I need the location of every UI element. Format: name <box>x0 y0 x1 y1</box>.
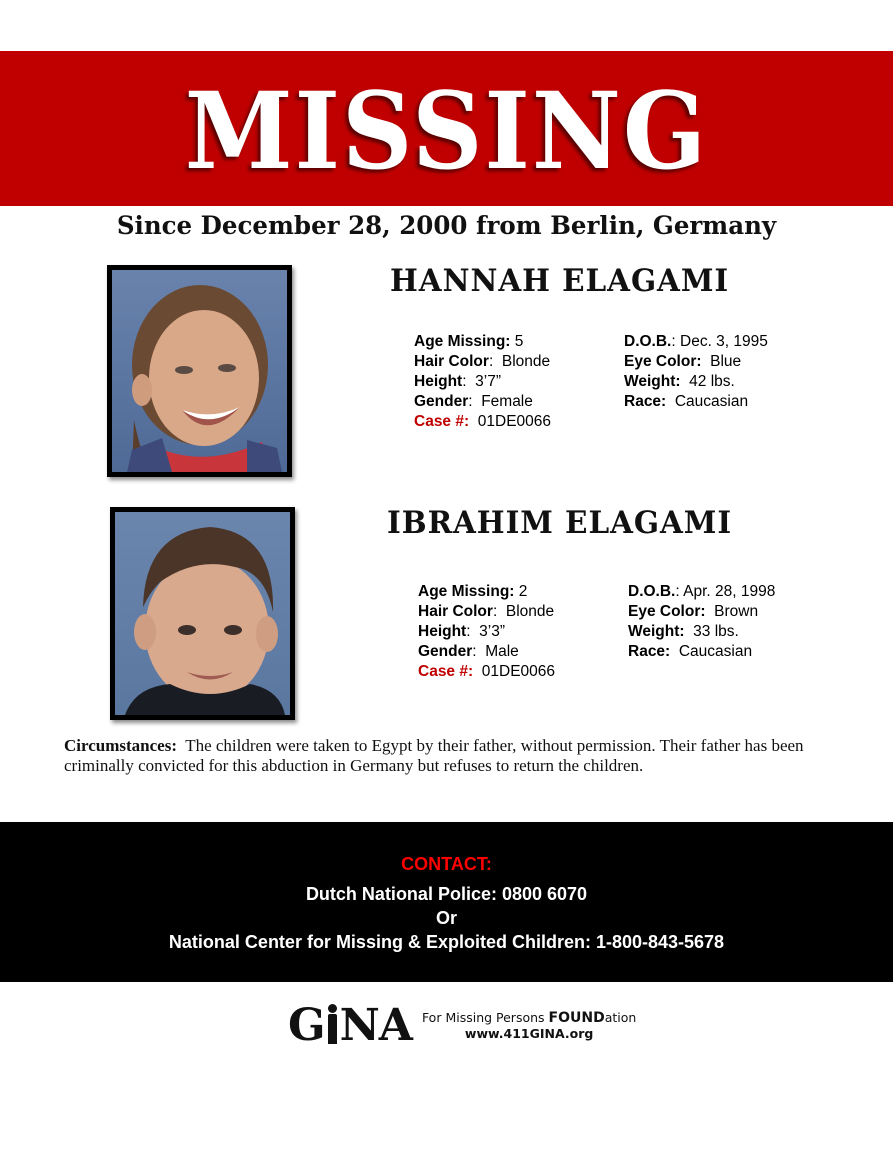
case-label: Case #: <box>414 413 470 430</box>
weight-label: Weight: <box>624 373 681 390</box>
boy-portrait-icon <box>115 512 290 715</box>
hair-color-label: Hair Color <box>418 603 493 620</box>
contact-title: CONTACT: <box>401 854 492 874</box>
height-row: Height: 3’7” <box>414 373 501 390</box>
photo-ibrahim <box>110 507 295 720</box>
weight-value: 33 lbs. <box>693 623 739 640</box>
age-missing-label: Age Missing: <box>418 583 515 600</box>
eye-color-value: Brown <box>714 603 759 620</box>
tagline-pre: For Missing Persons <box>421 1009 549 1025</box>
eye-color-label: Eye Color: <box>628 603 706 620</box>
child-name-ibrahim: IBRAHIM ELAGAMI <box>387 505 733 541</box>
height-label: Height <box>414 373 463 390</box>
banner-title: MISSING <box>184 68 709 193</box>
circumstances-text: The children were taken to Egypt by their father, without permission. Their father has been criminally convicted for this abduction in Germany but refuses to return the children. <box>64 736 804 775</box>
photo-hannah <box>107 265 292 477</box>
details-right-ibrahim <box>628 582 775 662</box>
hair-color-label: Hair Color <box>414 353 489 370</box>
gina-wordmark <box>288 1000 412 1051</box>
race-value: Caucasian <box>678 643 753 660</box>
gina-letters-na: NA <box>339 1000 412 1051</box>
weight-row <box>628 622 775 642</box>
age-missing-value: 5 <box>514 333 524 350</box>
eye-color-row <box>624 352 768 372</box>
case-row <box>414 412 551 432</box>
race-row <box>624 392 768 412</box>
eye-color-value: Blue <box>710 353 742 370</box>
age-missing-row <box>418 582 555 602</box>
eye-color-label: Eye Color: <box>624 353 702 370</box>
tagline-found: FOUND <box>548 1009 605 1026</box>
race-label: Race: <box>628 643 671 660</box>
hair-color-value: Blonde <box>505 603 555 620</box>
height-label: Height <box>418 623 467 640</box>
gender-value: Male <box>485 643 519 660</box>
dob-value: Dec. 3, 1995 <box>680 333 768 350</box>
case-label: Case #: <box>418 663 474 680</box>
tagline-post: ation <box>604 1009 637 1025</box>
race-value: Caucasian <box>674 393 749 410</box>
girl-portrait-icon <box>112 270 287 472</box>
gina-tagline <box>422 1010 636 1042</box>
eye-color-row <box>628 602 775 622</box>
weight-label: Weight: <box>628 623 685 640</box>
weight-row <box>624 372 768 392</box>
contact-ncmec: National Center for Missing & Exploited Children: 1-800-843-5678 <box>168 932 725 952</box>
child-name-hannah: HANNAH ELAGAMI <box>390 263 730 299</box>
gina-url: www.411GINA.org <box>464 1025 594 1041</box>
gender-label: Gender <box>418 643 473 660</box>
hair-color-row: Hair Color: Blonde <box>414 353 551 370</box>
dob-value: Apr. 28, 1998 <box>683 583 776 600</box>
details-right-hannah <box>624 332 768 412</box>
height-row: Height: 3’3” <box>418 623 505 640</box>
case-value: 01DE0066 <box>481 663 556 680</box>
age-missing-label: Age Missing: <box>414 333 511 350</box>
person-icon <box>327 1014 338 1044</box>
dob-label: D.O.B. <box>624 333 672 350</box>
height-value: 3’3” <box>479 623 505 640</box>
missing-since-subtitle: Since December 28, 2000 from Berlin, Germany <box>116 211 777 240</box>
contact-section <box>0 822 893 982</box>
weight-value: 42 lbs. <box>689 373 735 390</box>
gina-letter-g: G <box>288 1000 325 1051</box>
gina-tagline-line <box>422 1010 636 1026</box>
race-label: Race: <box>624 393 667 410</box>
case-row <box>418 662 555 682</box>
gender-row: Gender: Female <box>414 393 533 410</box>
details-left-ibrahim <box>418 582 555 682</box>
circumstances-label: Circumstances: <box>64 736 177 755</box>
dob-row: D.O.B.: Apr. 28, 1998 <box>628 583 776 600</box>
gender-row: Gender: Male <box>418 643 519 660</box>
age-missing-value: 2 <box>518 583 528 600</box>
height-value: 3’7” <box>475 373 501 390</box>
gina-logo <box>288 1000 636 1051</box>
race-row <box>628 642 775 662</box>
details-left-hannah <box>414 332 551 432</box>
dob-label: D.O.B. <box>628 583 676 600</box>
hair-color-row: Hair Color: Blonde <box>418 603 555 620</box>
dob-row: D.O.B.: Dec. 3, 1995 <box>624 333 768 350</box>
contact-police: Dutch National Police: 0800 6070 <box>305 884 588 904</box>
contact-or: Or <box>435 908 457 928</box>
gender-label: Gender <box>414 393 469 410</box>
gender-value: Female <box>481 393 533 410</box>
age-missing-row <box>414 332 551 352</box>
circumstances-paragraph <box>64 736 844 776</box>
hair-color-value: Blonde <box>501 353 551 370</box>
missing-banner <box>0 51 893 206</box>
case-value: 01DE0066 <box>477 413 552 430</box>
